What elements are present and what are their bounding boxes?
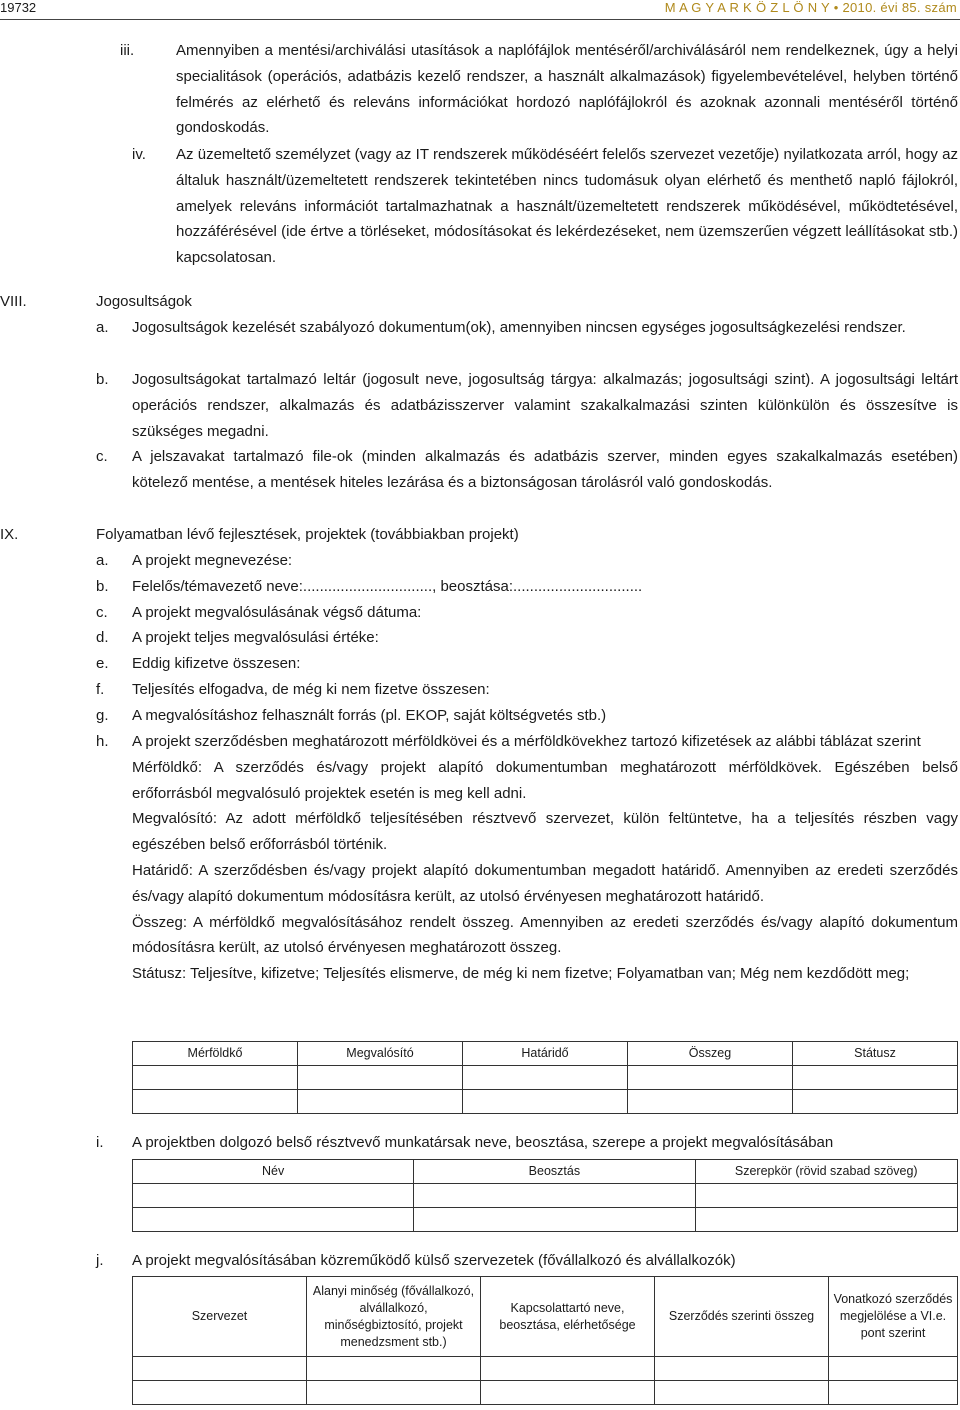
list-item: d. A projekt teljes megvalósulási értéke:	[96, 629, 379, 646]
table-header-cell: Szerepkör (rövid szabad szöveg)	[695, 1160, 958, 1184]
table-row	[133, 1090, 958, 1114]
table-header-cell: Szerződés szerinti összeg	[655, 1277, 829, 1357]
table-row	[133, 1357, 958, 1381]
h-paragraph: Összeg: A mérföldkő megvalósításához rendelt összeg. Amennyiben az eredeti szerződés és/vagy alapító dokumentum módosításra került, az utolsó érvényesen meghatározott összeg.	[132, 913, 958, 957]
list-item: a. Jogosultságok kezelését szabályozó dokumentum(ok), amennyiben nincsen egységes jogosultságkezelési rendszer.	[96, 319, 906, 336]
participants-table	[132, 1159, 958, 1232]
table-header-cell: Mérföldkő	[133, 1042, 298, 1066]
journal-title: M A G Y A R K Ö Z L Ö N Y • 2010. évi 85. szám	[664, 0, 957, 15]
page-number: 19732	[0, 0, 37, 15]
table-header-cell: Név	[133, 1160, 414, 1184]
table-header-cell: Szervezet	[133, 1277, 307, 1357]
milestone-table	[132, 1041, 958, 1114]
section-number: VIII.	[0, 293, 27, 310]
section-title: Folyamatban lévő fejlesztések, projektek (továbbiakban projekt)	[96, 526, 519, 543]
table-header-cell: Határidő	[463, 1042, 628, 1066]
page-header	[0, 0, 960, 22]
list-item: b. Jogosultságokat tartalmazó leltár (jogosult neve, jogosultság tárgya: alkalmazás; jogosultsági szint). A jogosultsági leltárt operációs rendszer, alkalmazás és adatbázisszerver valamint szakalkalmazási szinten különkülön és összesítve is szükséges megadni.	[96, 371, 958, 440]
roman-text: Az üzemeltető személyzet (vagy az IT rendszerek működéséért felelős szervezet vezetője) nyilatkozata arról, hogy az általuk használt/üzemeltetett rendszerek tekintetében nincs tudomásuk olyan elérhető és menthető napló fájlokról, amelyek releváns információt tartalmazhatnak a használt/üzemeltetett rendszerek működésével, működtetésével, hozzáférésével (ide értve a törléseket, módosításokat és lekérdezéseket, nem üzemszerűen végzett leállításokat stb.) kapcsolatosan.	[176, 146, 958, 267]
list-item: b. Felelős/témavezető neve:..............................., beosztása:...............................	[96, 578, 643, 595]
h-intro: A projekt szerződésben meghatározott mérföldkövei és a mérföldkövekhez tartozó kifizetések az alábbi táblázat szerint	[132, 733, 921, 750]
table-row	[133, 1208, 958, 1232]
table-header-cell: Kapcsolattartó neve, beosztása, elérhetősége	[481, 1277, 655, 1357]
section-number: IX.	[0, 526, 19, 543]
table-header-cell: Alanyi minőség (fővállalkozó, alvállalkozó, minőségbiztosító, projekt menedzsment stb.)	[307, 1277, 481, 1357]
h-paragraph: Mérföldkő: A szerződés és/vagy projekt alapító dokumentumban meghatározott mérföldkövek. Egészében belső erőforrásból megvalósuló projektek esetén is meg kell adni.	[132, 758, 958, 802]
list-item: f. Teljesítés elfogadva, de még ki nem fizetve összesen:	[96, 681, 490, 698]
list-item-h: h. A projekt szerződésben meghatározott mérföldkövei és a mérföldkövekhez tartozó kifizetések az alábbi táblázat szerint Mérföldkő: A szerződés és/vagy projekt alapító dokumentumban meghatározott mérföldkövek. Egészében belső erőforrásból megvalósuló projektek esetén is meg kell adni. Megvalósító: Az adott mérföldkő teljesítésében résztvevő szervezet, külön feltüntetve, ha a teljesítés részben vagy egészében belső erőforrásból történik. Határidő: A szerződésben és/vagy projekt alapító dokumentumban megadott határidő. Amennyiben az eredeti szerződés és/vagy alapító dokumentum módosításra került, az utolsó érvényesen meghatározott határidő. Összeg: A mérföldkő megvalósításához rendelt összeg. Amennyiben az eredeti szerződés és/vagy alapító dokumentum módosításra került, az utolsó érvényesen meghatározott összeg. Státusz: Teljesítve, kifizetve; Teljesítés elismerve, de még ki nem fizetve; Folyamatban van; Még nem kezdődött meg;	[96, 729, 958, 987]
header-rule	[0, 19, 960, 20]
list-item: e. Eddig kifizetve összesen:	[96, 655, 301, 672]
table-header-cell: Megvalósító	[298, 1042, 463, 1066]
table-row	[133, 1066, 958, 1090]
h-paragraph: Megvalósító: Az adott mérföldkő teljesítésében résztvevő szervezet, külön feltüntetve, ha a teljesítés részben vagy egészében belső erőforrásból történik.	[132, 810, 958, 854]
table-header-cell: Beosztás	[414, 1160, 695, 1184]
h-paragraph: Határidő: A szerződésben és/vagy projekt alapító dokumentumban megadott határidő. Amennyiben az eredeti szerződés és/vagy alapító dokumentum módosításra került, az utolsó érvényesen meghatározott határidő.	[132, 861, 958, 905]
list-item-j: j. A projekt megvalósításában közreműködő külső szervezetek (fővállalkozó és alvállalkozók)	[96, 1252, 736, 1269]
roman-item-iii	[120, 38, 958, 141]
h-paragraph: Státusz: Teljesítve, kifizetve; Teljesítés elismerve, de még ki nem fizetve; Folyamatban van; Még nem kezdődött meg;	[132, 965, 910, 983]
list-item-i: i. A projektben dolgozó belső résztvevő munkatársak neve, beosztása, szerepe a projekt megvalósításában	[96, 1134, 834, 1151]
table-row	[133, 1381, 958, 1405]
table-row	[133, 1184, 958, 1208]
roman-text: Amennyiben a mentési/archiválási utasítások a naplófájlok mentéséről/archiválásáról nem rendelkeznek, úgy a helyi specialitások (operációs, adatbázis kezelő rendszer, a használt alkalmazások) figyelembevételével, helyben történő felmérés az elérhető és releváns információkat hordozó naplófájlokról és azoknak azonnali mentéséről történő gondoskodás.	[176, 42, 958, 137]
table-header-cell: Vonatkozó szerződés megjelölése a VI.e. pont szerint	[829, 1277, 958, 1357]
roman-label: iv.	[132, 146, 146, 163]
external-orgs-table	[132, 1276, 958, 1405]
roman-item-iv	[132, 142, 958, 271]
roman-label: iii.	[120, 42, 135, 59]
list-item: g. A megvalósításhoz felhasznált forrás (pl. EKOP, saját költségvetés stb.)	[96, 707, 607, 724]
list-item: c. A jelszavakat tartalmazó file-ok (minden alkalmazás és adatbázis szerver, minden egyes szakalkalmazás esetében) kötelező mentése, a mentések hiteles lezárása és a biztonságosan tárolásról való gondoskodás.	[96, 448, 958, 491]
section-title: Jogosultságok	[96, 293, 192, 310]
list-item: a. A projekt megnevezése:	[96, 552, 293, 569]
table-header-cell: Összeg	[628, 1042, 793, 1066]
table-header-cell: Státusz	[793, 1042, 958, 1066]
list-item: c. A projekt megvalósulásának végső dátuma:	[96, 604, 422, 621]
